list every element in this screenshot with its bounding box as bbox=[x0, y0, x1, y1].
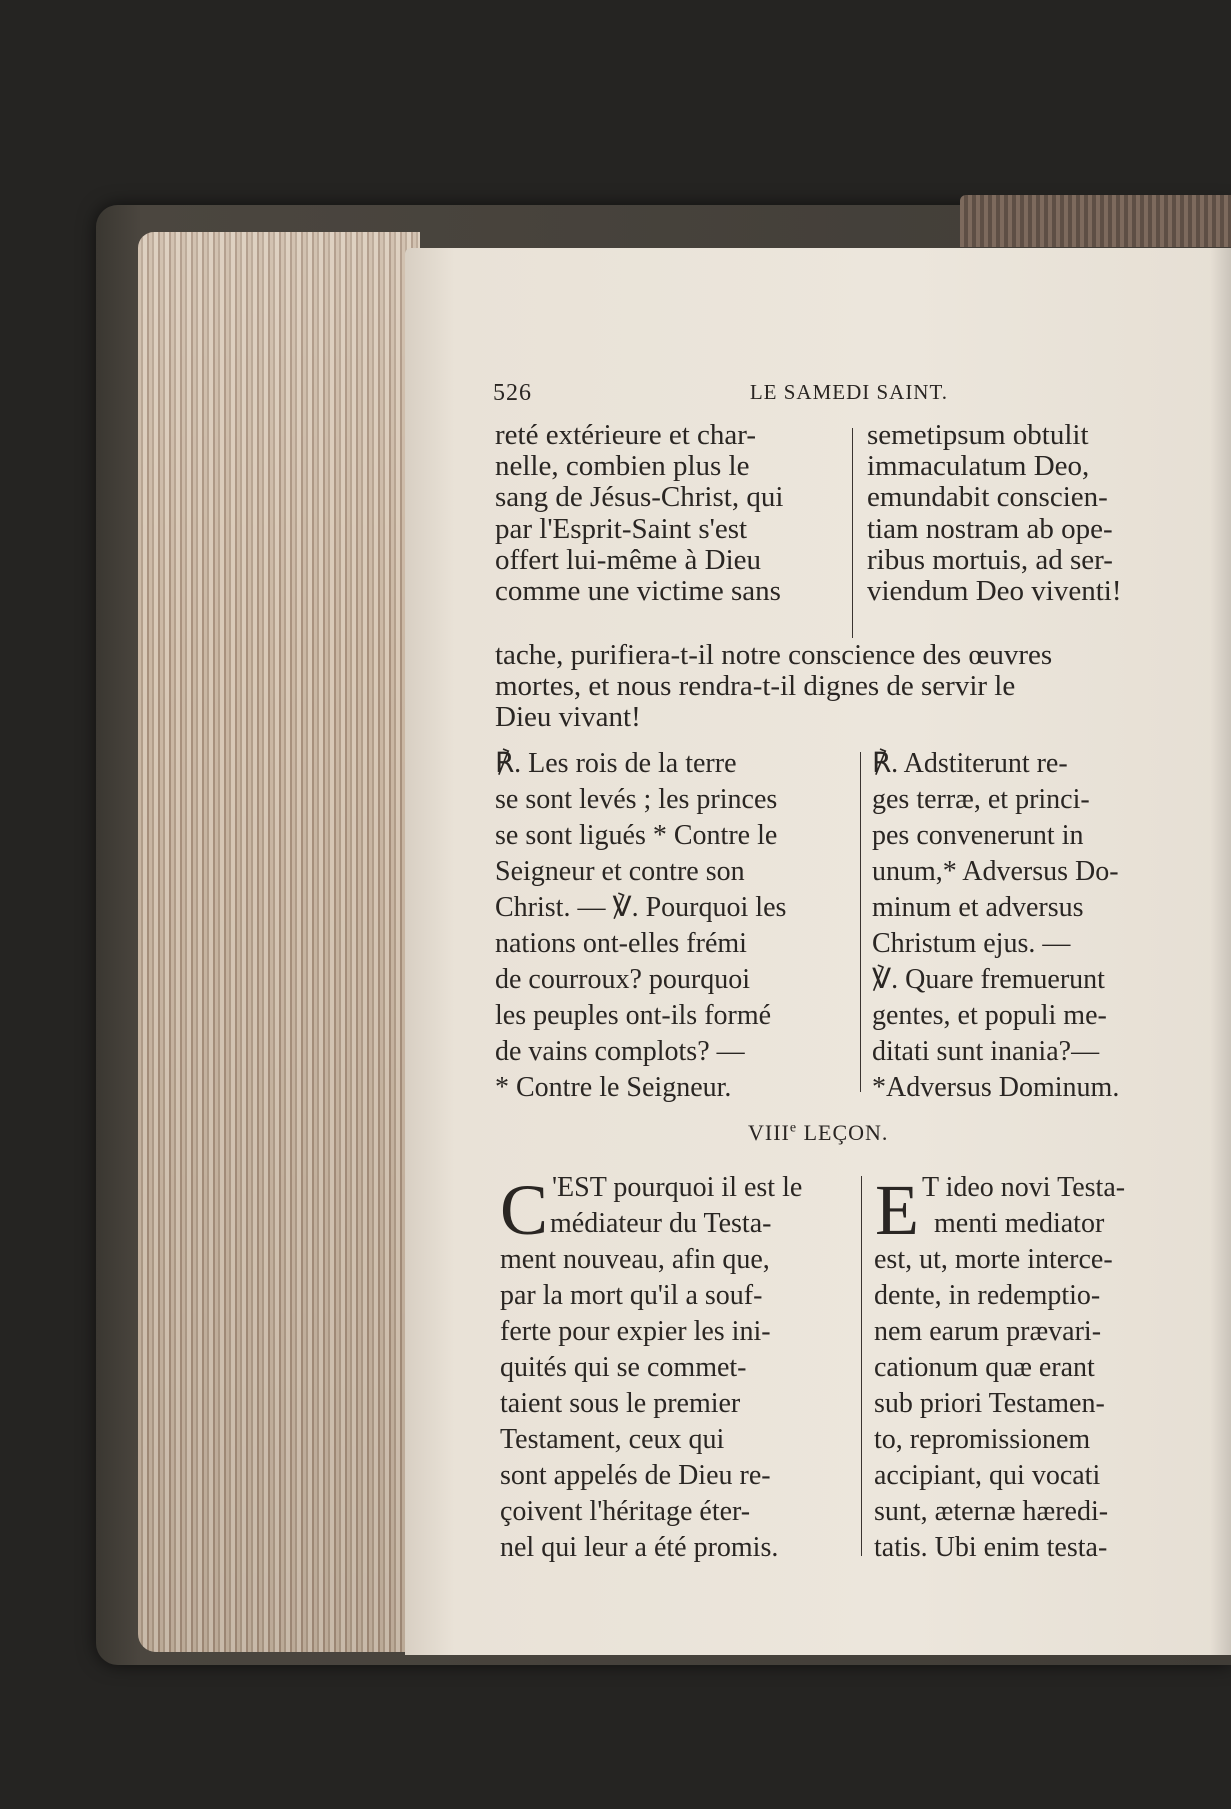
text-line: gentes, et populi me- bbox=[872, 1000, 1107, 1031]
page-gutter-shadow bbox=[1210, 248, 1231, 1655]
text-line: *Adversus Dominum. bbox=[872, 1072, 1120, 1103]
text-line: Testament, ceux qui bbox=[500, 1424, 725, 1455]
text-line: ℟. Les rois de la terre bbox=[495, 748, 737, 779]
text-line: ribus mortuis, ad ser- bbox=[867, 544, 1113, 576]
page-number: 526 bbox=[493, 380, 532, 406]
text-line: nelle, combien plus le bbox=[495, 451, 750, 483]
text-line: dente, in redemptio- bbox=[874, 1280, 1101, 1311]
text-line: tache, purifiera-t-il notre conscience des œuvres bbox=[495, 640, 1053, 671]
text-line: emundabit conscien- bbox=[867, 482, 1108, 514]
text-line: Seigneur et contre son bbox=[495, 856, 745, 887]
text-line: offert lui-même à Dieu bbox=[495, 544, 761, 576]
running-title: LE SAMEDI SAINT. bbox=[749, 380, 948, 404]
text-line: sub priori Testamen- bbox=[874, 1388, 1105, 1419]
text-line: médiateur du Testa- bbox=[550, 1208, 772, 1239]
text-line: taient sous le premier bbox=[500, 1388, 741, 1419]
french-column-block1 bbox=[495, 420, 783, 607]
latin-column-block1 bbox=[867, 420, 1122, 607]
text-line: mortes, et nous rendra-t-il dignes de servir le bbox=[495, 671, 1016, 703]
text-line: semetipsum obtulit bbox=[867, 420, 1089, 451]
text-line: accipiant, qui vocati bbox=[874, 1460, 1101, 1491]
text-line: sang de Jésus-Christ, qui bbox=[495, 482, 784, 514]
text-line: menti mediator bbox=[934, 1208, 1105, 1239]
dropcap-latin: E bbox=[875, 1170, 919, 1250]
text-line: tatis. Ubi enim testa- bbox=[874, 1532, 1108, 1563]
column-rule bbox=[860, 752, 861, 1092]
text-line: quités qui se commet- bbox=[500, 1352, 747, 1383]
text-line: sunt, æternæ hæredi- bbox=[874, 1496, 1109, 1527]
lesson-heading bbox=[748, 1120, 888, 1146]
lesson-ordinal: e bbox=[789, 1120, 798, 1136]
text-line: nel qui leur a été promis. bbox=[500, 1532, 779, 1563]
french-lesson-lead bbox=[552, 1170, 802, 1206]
full-width-paragraph bbox=[495, 640, 1052, 734]
dropcap-french: C bbox=[500, 1170, 549, 1250]
book-spine bbox=[960, 195, 1231, 247]
text-line: est, ut, morte interce- bbox=[874, 1244, 1113, 1275]
text-line: ferte pour expier les ini- bbox=[500, 1316, 771, 1347]
text-line: * Contre le Seigneur. bbox=[495, 1072, 732, 1103]
text-line: ℟. Adstiterunt re- bbox=[872, 748, 1068, 779]
text-line: immaculatum Deo, bbox=[867, 451, 1090, 483]
text-line: çoivent l'héritage éter- bbox=[500, 1496, 751, 1527]
running-head bbox=[493, 380, 948, 407]
text-line: tiam nostram ab ope- bbox=[867, 513, 1113, 545]
text-line: cationum quæ erant bbox=[874, 1352, 1095, 1383]
text-line: nations ont-elles frémi bbox=[495, 928, 747, 959]
text-line: se sont levés ; les princes bbox=[495, 784, 778, 815]
text-line: T ideo novi Testa- bbox=[922, 1172, 1126, 1203]
french-column-lesson bbox=[500, 1206, 778, 1566]
text-line: de vains complots? — bbox=[495, 1036, 745, 1067]
lesson-title: LEÇON. bbox=[803, 1120, 889, 1145]
column-rule bbox=[861, 1176, 862, 1556]
text-line: sont appelés de Dieu re- bbox=[500, 1460, 771, 1491]
text-line: ment nouveau, afin que, bbox=[500, 1244, 770, 1275]
text-line: nem earum prævari- bbox=[874, 1316, 1102, 1347]
text-line: par l'Esprit-Saint s'est bbox=[495, 513, 748, 545]
text-line: viendum Deo viventi! bbox=[867, 575, 1122, 607]
text-line: Christum ejus. — bbox=[872, 928, 1071, 959]
text-line: ditati sunt inania?— bbox=[872, 1036, 1100, 1067]
text-line: ges terræ, et princi- bbox=[872, 784, 1090, 815]
text-line: to, repromissionem bbox=[874, 1424, 1091, 1455]
text-line: unum,* Adversus Do- bbox=[872, 856, 1119, 887]
text-line: par la mort qu'il a souf- bbox=[500, 1280, 763, 1311]
text-line: ℣. Quare fremuerunt bbox=[872, 964, 1105, 995]
page-edges-shade bbox=[138, 232, 420, 1652]
lesson-number: VIII bbox=[748, 1120, 790, 1145]
text-line: reté extérieure et char- bbox=[495, 420, 757, 451]
text-line: se sont ligués * Contre le bbox=[495, 820, 778, 851]
column-rule bbox=[852, 428, 853, 638]
text-line: les peuples ont-ils formé bbox=[495, 1000, 772, 1031]
text-line: Christ. — ℣. Pourquoi les bbox=[495, 892, 787, 923]
french-column-responsory bbox=[495, 746, 786, 1106]
text-line: minum et adversus bbox=[872, 892, 1084, 923]
text-line: Dieu vivant! bbox=[495, 702, 641, 734]
text-line: pes convenerunt in bbox=[872, 820, 1084, 851]
latin-column-lesson bbox=[874, 1206, 1113, 1566]
latin-lesson-lead bbox=[922, 1170, 1125, 1206]
latin-column-responsory bbox=[872, 746, 1119, 1106]
text-line: de courroux? pourquoi bbox=[495, 964, 751, 995]
text-line: comme une victime sans bbox=[495, 575, 781, 607]
text-line: 'EST pourquoi il est le bbox=[552, 1172, 803, 1203]
